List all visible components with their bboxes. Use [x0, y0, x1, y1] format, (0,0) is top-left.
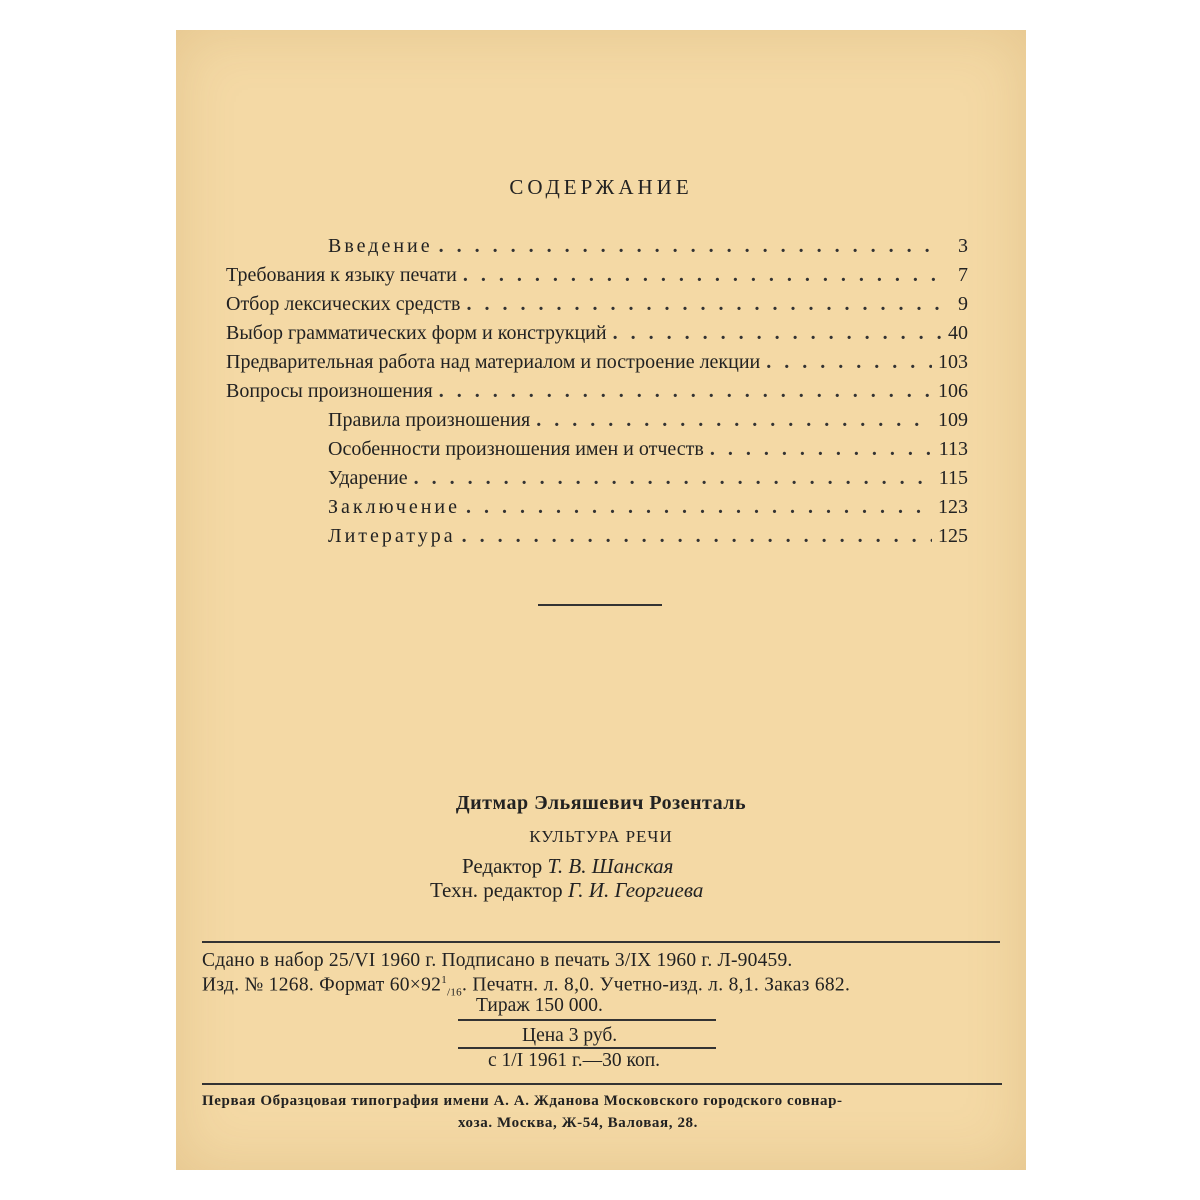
toc-entry: [226, 264, 968, 292]
imprint-top-rule: [202, 941, 1000, 943]
toc-entry-page: 113: [938, 438, 968, 460]
toc-entry-page: 115: [938, 467, 968, 489]
circulation-rule: [458, 1019, 716, 1021]
toc-entry: [226, 293, 968, 321]
tech-editor-name: Г. И. Георгиева: [567, 878, 704, 902]
toc-leader-dots: [710, 438, 933, 461]
toc-entry-page: 106: [938, 380, 968, 402]
toc-entry-label: Ударение: [328, 467, 408, 489]
toc-entry-label: Отбор лексических средств: [226, 293, 461, 315]
book-title: КУЛЬТУРА РЕЧИ: [529, 827, 673, 846]
imprint-format-sub: /16: [447, 986, 462, 999]
toc-leader-dots: [414, 467, 933, 490]
toc-entry-page: 7: [958, 264, 968, 286]
toc-entry-label: Требования к языку печати: [226, 264, 457, 286]
toc-leader-dots: [439, 380, 932, 403]
toc-entry: [328, 438, 968, 466]
toc-leader-dots: [466, 496, 932, 519]
toc-entry: [328, 467, 968, 495]
toc-entry: [328, 496, 968, 524]
toc-title: СОДЕРЖАНИЕ: [509, 175, 693, 199]
toc-entry-page: 9: [958, 293, 968, 315]
book-page: [176, 30, 1026, 1170]
toc-entry: [226, 322, 968, 350]
toc-entry: [328, 235, 968, 263]
toc-entry-page: 125: [938, 525, 968, 547]
toc-entry: [226, 351, 968, 379]
price-rule: [458, 1047, 716, 1049]
toc-entry: [226, 380, 968, 408]
imprint-format-prefix: Изд. № 1268. Формат 60×92: [202, 974, 442, 996]
section-divider: [538, 604, 662, 606]
toc-entry-label: Правила произношения: [328, 409, 531, 431]
toc-leader-dots: [439, 235, 942, 258]
toc-entry-page: 40: [948, 322, 968, 344]
toc-leader-dots: [466, 293, 942, 316]
toc-leader-dots: [536, 409, 932, 432]
toc-entry-label: Выбор грамматических форм и конструкций: [226, 322, 607, 344]
editor-role: Редактор: [462, 854, 543, 878]
toc-entry-page: 123: [938, 496, 968, 518]
author-name: Дитмар Эльяшевич Розенталь: [455, 792, 747, 814]
toc-entry-label: Предварительная работа над материалом и построение лекции: [226, 351, 761, 373]
imprint-format-sup: 1: [441, 974, 448, 986]
toc-entry-page: 103: [938, 351, 968, 373]
imprint-new-price: с 1/I 1961 г.—30 коп.: [488, 1050, 661, 1071]
toc-entry-page: 3: [958, 235, 968, 257]
toc-leader-dots: [613, 322, 942, 345]
printer-line-1: Первая Образцовая типография имени А. А. Жданова Московского городского совнар-: [202, 1093, 843, 1109]
imprint-format-suffix: . Печатн. л. 8,0. Учетно-изд. л. 8,1. Заказ 682.: [461, 974, 851, 996]
toc-leader-dots: [462, 525, 932, 548]
editor-line: [462, 854, 673, 879]
tech-editor-role: Техн. редактор: [430, 878, 563, 902]
toc-entry-label: Введение: [328, 235, 433, 257]
editor-name: Т. В. Шанская: [547, 854, 674, 878]
imprint-typeset-line: Сдано в набор 25/VI 1960 г. Подписано в печать 3/IX 1960 г. Л-90459.: [202, 950, 793, 971]
toc-entry-page: 109: [938, 409, 968, 431]
imprint-price: Цена 3 руб.: [522, 1025, 618, 1046]
toc-entry: [328, 525, 968, 553]
toc-entry-label: Особенности произношения имен и отчеств: [328, 438, 704, 460]
toc-leader-dots: [766, 351, 932, 374]
printer-top-rule: [202, 1083, 1002, 1085]
toc-entry-label: Вопросы произношения: [226, 380, 433, 402]
imprint-circulation: Тираж 150 000.: [476, 995, 603, 1016]
toc-entry: [328, 409, 968, 437]
toc-entry-label: Заключение: [328, 496, 460, 518]
toc-entry-label: Литература: [328, 525, 456, 547]
printer-line-2: хоза. Москва, Ж-54, Валовая, 28.: [458, 1115, 698, 1131]
tech-editor-line: [430, 878, 703, 903]
toc-leader-dots: [463, 264, 942, 287]
